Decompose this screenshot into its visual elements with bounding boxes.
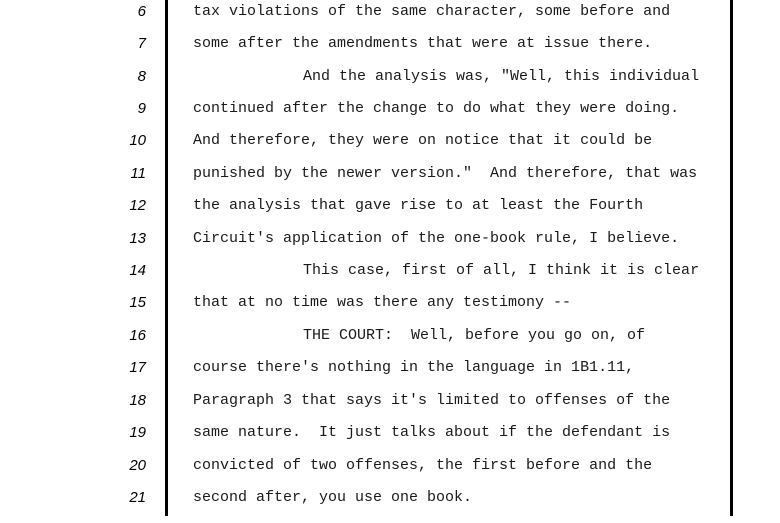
line-number: 7 [137, 35, 146, 52]
line-text: punished by the newer version." And therefore, that was [193, 165, 698, 182]
line-number: 18 [129, 392, 146, 409]
line-text: course there's nothing in the language in 1B1.11, [193, 359, 635, 376]
line-text: And therefore, they were on notice that it could be [193, 132, 653, 149]
line-number: 12 [129, 197, 146, 214]
line-number: 9 [137, 100, 146, 117]
transcript-line [0, 264, 780, 296]
line-text: Paragraph 3 that says it's limited to offenses of the [193, 392, 671, 409]
transcript-line [0, 5, 780, 37]
line-number: 19 [129, 424, 146, 441]
line-number: 17 [129, 359, 146, 376]
transcript-line [0, 459, 780, 491]
line-text: same nature. It just talks about if the defendant is [193, 424, 671, 441]
line-number: 15 [129, 294, 146, 311]
line-text: THE COURT: Well, before you go on, of [303, 327, 646, 344]
line-text: convicted of two offenses, the first before and the [193, 457, 653, 474]
transcript-line [0, 37, 780, 69]
line-text: tax violations of the same character, some before and [193, 3, 671, 20]
transcript-line [0, 426, 780, 458]
transcript-line [0, 296, 780, 328]
transcript-line [0, 199, 780, 231]
line-text: second after, you use one book. [193, 489, 473, 506]
transcript-line [0, 134, 780, 166]
line-number: 21 [129, 489, 146, 506]
line-text: This case, first of all, I think it is clear [303, 262, 700, 279]
line-number: 11 [130, 165, 146, 182]
line-text: And the analysis was, "Well, this individual [303, 68, 700, 85]
line-number: 20 [129, 457, 146, 474]
transcript-line [0, 394, 780, 426]
transcript-line [0, 491, 780, 523]
transcript-line [0, 232, 780, 264]
transcript-line [0, 167, 780, 199]
transcript-line [0, 361, 780, 393]
line-number: 16 [129, 327, 146, 344]
line-number: 14 [129, 262, 146, 279]
line-text: that at no time was there any testimony -- [193, 294, 572, 311]
line-number: 6 [137, 3, 146, 20]
line-text: continued after the change to do what they were doing. [193, 100, 680, 117]
line-text: Circuit's application of the one-book rule, I believe. [193, 230, 680, 247]
line-number: 10 [129, 132, 146, 149]
transcript-line [0, 102, 780, 134]
line-number: 8 [137, 68, 146, 85]
transcript-line [0, 70, 780, 102]
line-number: 13 [129, 230, 146, 247]
line-text: the analysis that gave rise to at least the Fourth [193, 197, 644, 214]
transcript-line [0, 329, 780, 361]
line-text: some after the amendments that were at issue there. [193, 35, 653, 52]
